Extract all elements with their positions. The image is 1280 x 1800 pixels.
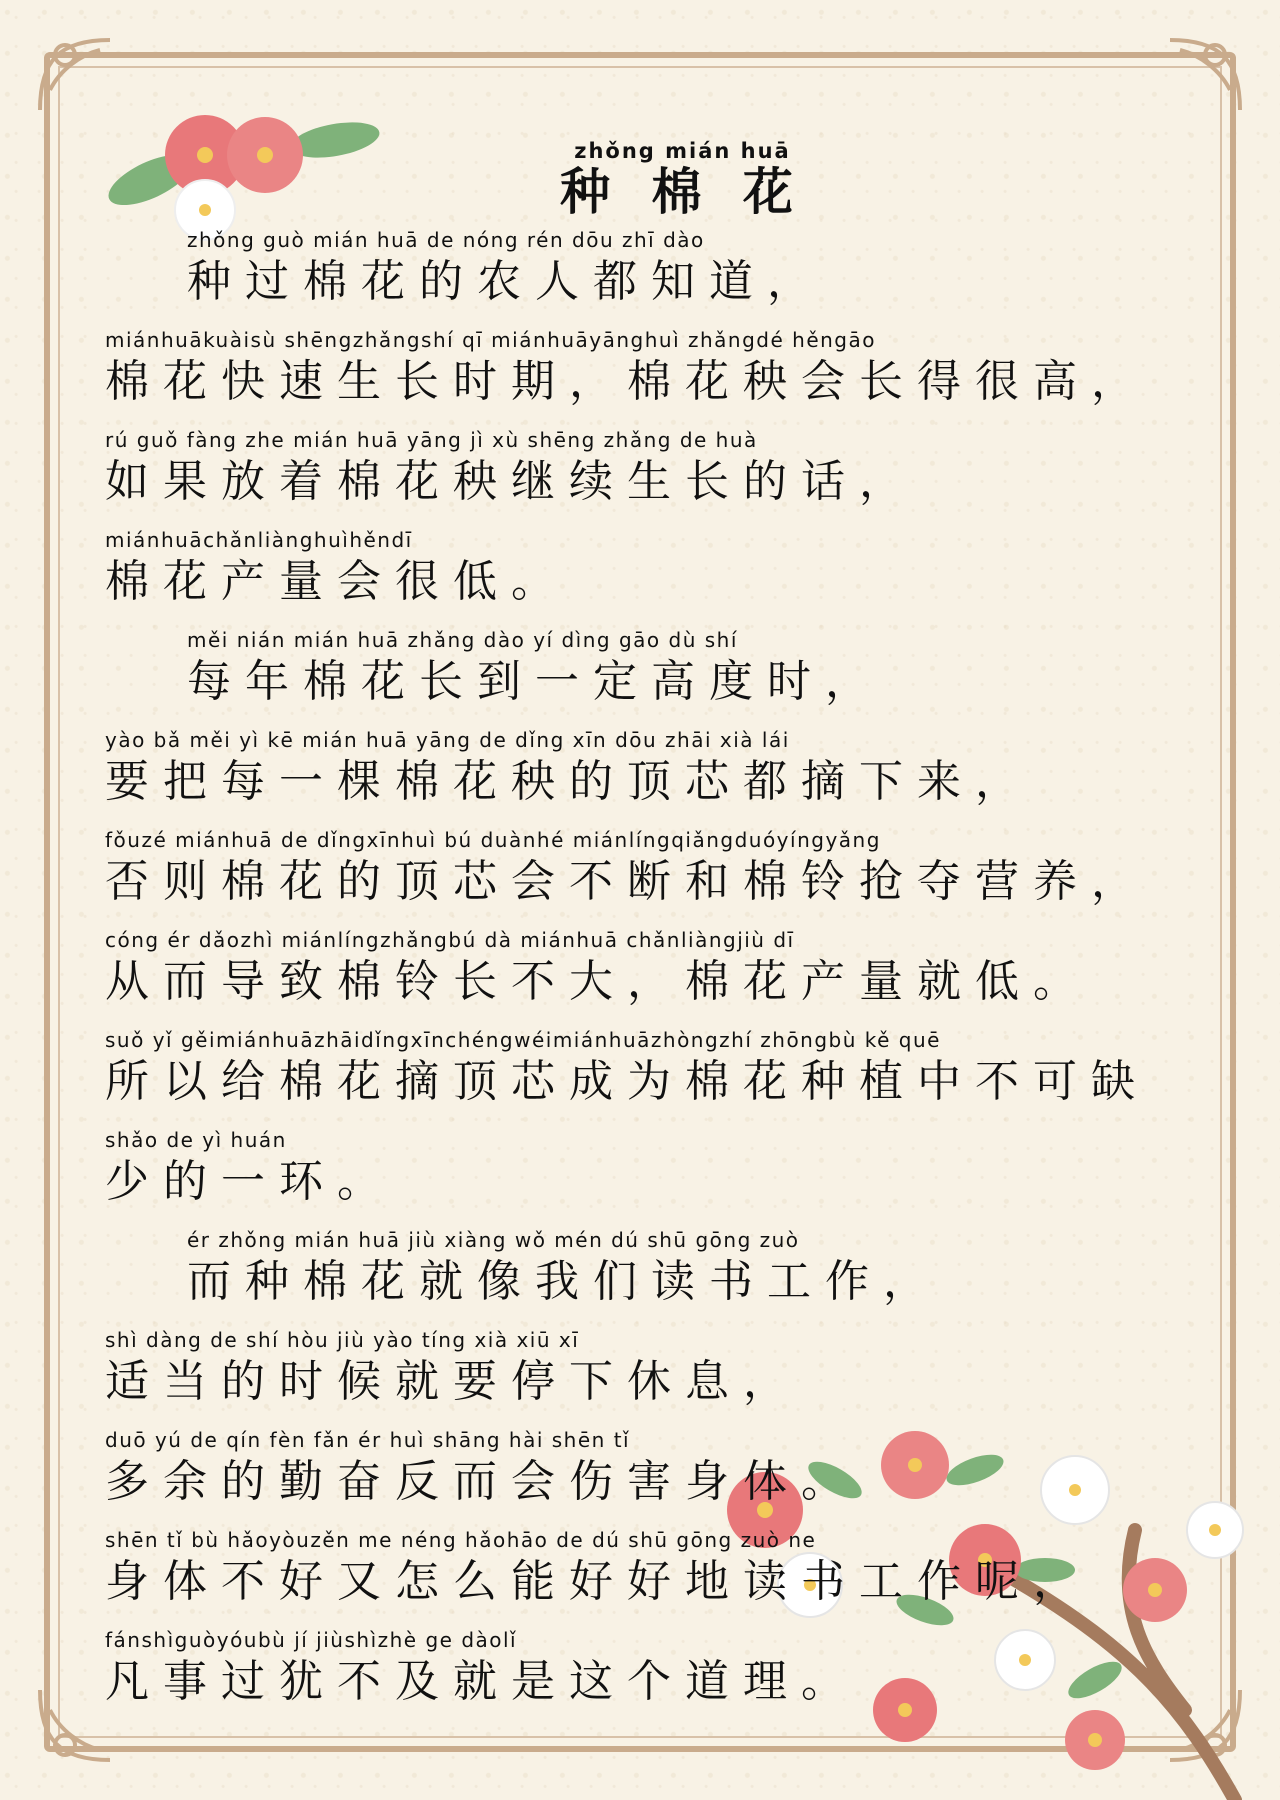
pinyin-line: shēn tǐ bù hǎoyòuzěn me néng hǎohāo de dú shū gōng zuò ne	[105, 1528, 817, 1552]
pinyin-line: shǎo de yì huán	[105, 1128, 287, 1152]
poem-line	[105, 220, 1200, 320]
hanzi-line: 适当的时候就要停下休息，	[105, 1356, 801, 1407]
hanzi-line: 从而导致棉铃长不大，棉花产量就低。	[105, 956, 1091, 1007]
poem-lines	[105, 220, 1200, 1720]
poem-line	[105, 620, 1200, 720]
hanzi-line: 否则棉花的顶芯会不断和棉铃抢夺营养，	[105, 856, 1149, 907]
pinyin-line: fánshìguòyóubù jí jiùshìzhè ge dàolǐ	[105, 1628, 518, 1652]
pinyin-line: suǒ yǐ gěimiánhuāzhāidǐngxīnchéngwéimiánhuāzhòngzhí zhōngbù kě quē	[105, 1028, 941, 1052]
hanzi-line: 棉花快速生长时期，棉花秧会长得很高，	[105, 356, 1149, 407]
poem-line	[105, 1420, 1200, 1520]
poem-content	[105, 138, 1200, 1758]
hanzi-line: 种过棉花的农人都知道，	[187, 256, 825, 307]
pinyin-line: shì dàng de shí hòu jiù yào tíng xià xiū xī	[105, 1328, 580, 1352]
poem-line	[105, 820, 1200, 920]
poem-line	[105, 1620, 1200, 1720]
poem-line	[105, 320, 1200, 420]
corner-ornament-icon	[1160, 30, 1250, 120]
pinyin-line: miánhuākuàisù shēngzhǎngshí qī miánhuāyānghuì zhǎngdé hěngāo	[105, 328, 876, 352]
pinyin-line: fǒuzé miánhuā de dǐngxīnhuì bú duànhé miánlíngqiǎngduóyíngyǎng	[105, 828, 881, 852]
pinyin-line: yào bǎ měi yì kē mián huā yāng de dǐng xīn dōu zhāi xià lái	[105, 728, 790, 752]
poem-line	[105, 920, 1200, 1020]
hanzi-line: 身体不好又怎么能好好地读书工作呢，	[105, 1556, 1091, 1607]
hanzi-line: 多余的勤奋反而会伤害身体。	[105, 1456, 859, 1507]
pinyin-line: zhǒng guò mián huā de nóng rén dōu zhī dào	[187, 228, 705, 252]
title-pinyin: zhǒng mián huā	[574, 139, 791, 163]
hanzi-line: 所以给棉花摘顶芯成为棉花种植中不可缺	[105, 1056, 1149, 1107]
pinyin-line: ér zhǒng mián huā jiù xiàng wǒ mén dú shū gōng zuò	[187, 1228, 800, 1252]
poem-line	[105, 520, 1200, 620]
pinyin-line: rú guǒ fàng zhe mián huā yāng jì xù shēng zhǎng de huà	[105, 428, 758, 452]
pinyin-line: měi nián mián huā zhǎng dào yí dìng gāo dù shí	[187, 628, 738, 652]
page-title: 种 棉 花	[560, 162, 805, 221]
hanzi-line: 如果放着棉花秧继续生长的话，	[105, 456, 917, 507]
poem-line	[105, 1020, 1200, 1120]
pinyin-line: miánhuāchǎnliànghuìhěndī	[105, 528, 413, 552]
poem-line	[105, 720, 1200, 820]
hanzi-line: 凡事过犹不及就是这个道理。	[105, 1656, 859, 1707]
hanzi-line: 棉花产量会很低。	[105, 556, 569, 607]
poem-line	[105, 420, 1200, 520]
pinyin-line: duō yú de qín fèn fǎn ér huì shāng hài shēn tǐ	[105, 1428, 631, 1452]
poem-line	[105, 1320, 1200, 1420]
poem-line	[105, 1120, 1200, 1220]
title-block	[165, 138, 1200, 220]
poem-line	[105, 1220, 1200, 1320]
hanzi-line: 每年棉花长到一定高度时，	[187, 656, 883, 707]
pinyin-line: cóng ér dǎozhì miánlíngzhǎngbú dà miánhuā chǎnliàngjiù dī	[105, 928, 795, 952]
hanzi-line: 少的一环。	[105, 1156, 395, 1207]
hanzi-line: 要把每一棵棉花秧的顶芯都摘下来，	[105, 756, 1033, 807]
poem-line	[105, 1520, 1200, 1620]
hanzi-line: 而种棉花就像我们读书工作，	[187, 1256, 941, 1307]
